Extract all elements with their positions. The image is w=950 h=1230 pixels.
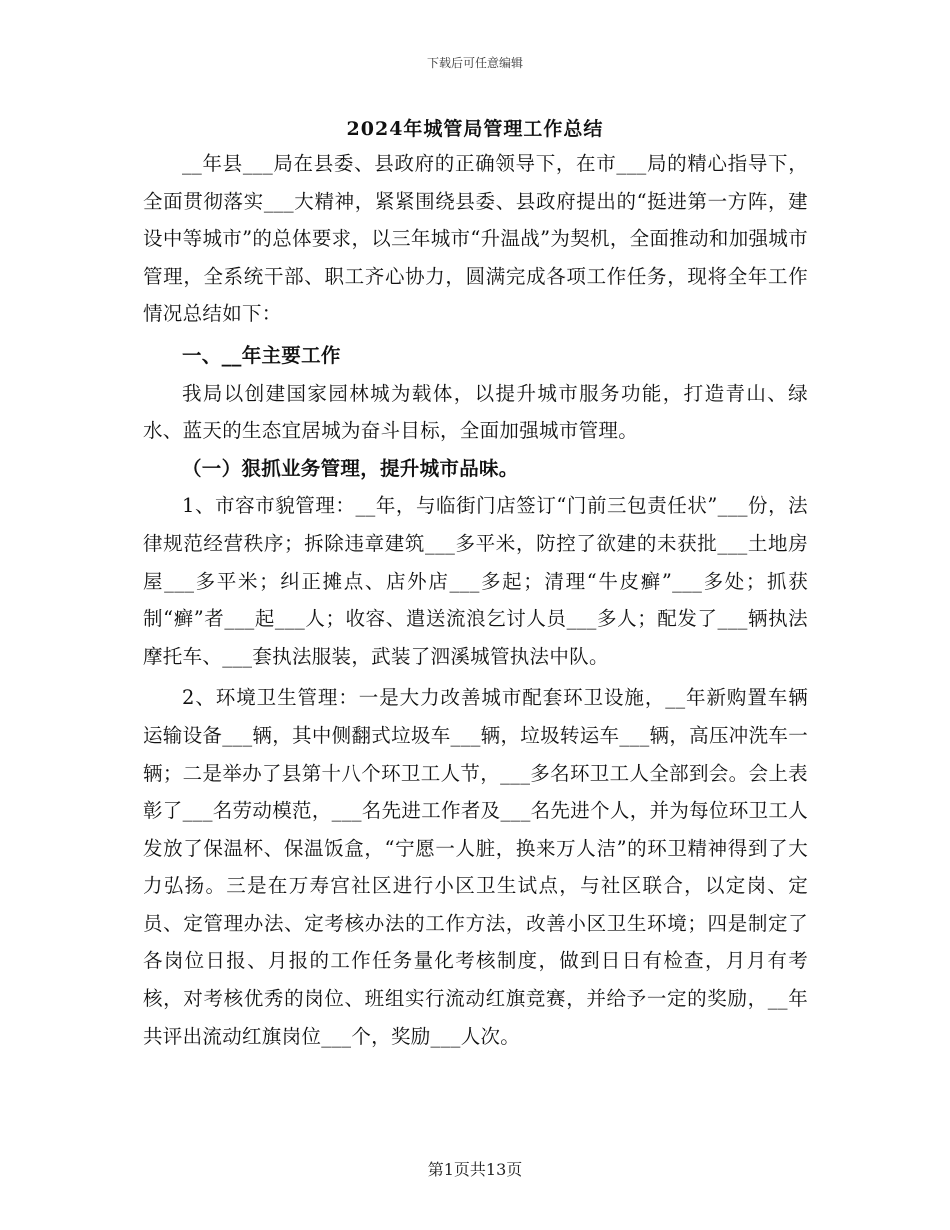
subsection-heading: （一）狠抓业务管理，提升城市品味。 (182, 456, 519, 480)
body-paragraph: 1、市容市貌管理：__年，与临街门店签订“门前三包责任状”___份，法律规范经营秩序；拆除违章建筑___多平米，防控了欲建的未获批___土地房屋___多平米；纠正摊点、店外店___多起；清理“牛皮癣”___多处；抓获制“癣”者___起___人；收容、遣送流浪乞讨人员___多人；配发了___辆执法摩托车、___套执法服装，武装了泗溪城管执法中队。 (143, 494, 808, 668)
document-body (143, 145, 808, 1055)
body-paragraph: 2、环境卫生管理：一是大力改善城市配套环卫设施，__年新购置车辆运输设备___辆，其中侧翻式垃圾车___辆，垃圾转运车___辆，高压冲洗车一辆；二是举办了县第十八个环卫工人节，___多名环卫工人全部到会。会上表彰了___名劳动模范，___名先进工作者及___名先进个人，并为每位环卫工人发放了保温杯、保温饭盒，“宁愿一人脏，换来万人洁”的环卫精神得到了大力弘扬。三是在万寿宫社区进行小区卫生试点，与社区联合，以定岗、定员、定管理办法、定考核办法的工作方法，改善小区卫生环境；四是制定了各岗位日报、月报的工作任务量化考核制度，做到日日有检查，月月有考核，对考核优秀的岗位、班组实行流动红旗竞赛，并给予一定的奖励，__年共评出流动红旗岗位___个，奖励___人次。 (143, 686, 808, 1048)
body-paragraph: 我局以创建国家园林城为载体，以提升城市服务功能，打造青山、绿水、蓝天的生态宜居城为奋斗目标，全面加强城市管理。 (143, 381, 808, 443)
page-title: 2024年城管局管理工作总结 (346, 118, 604, 140)
section-heading: 一、__年主要工作 (182, 343, 341, 367)
header-note: 下载后可任意编辑 (426, 56, 523, 70)
page-number: 第1页共13页 (427, 1160, 523, 1179)
intro-paragraph: __年县___局在县委、县政府的正确领导下，在市___局的精心指导下，全面贯彻落实___大精神，紧紧围绕县委、县政府提出的“挺进第一方阵，建设中等城市”的总体要求，以三年城市“升温战”为契机，全面推动和加强城市管理，全系统干部、职工齐心协力，圆满完成各项工作任务，现将全年工作情况总结如下： (143, 152, 808, 326)
